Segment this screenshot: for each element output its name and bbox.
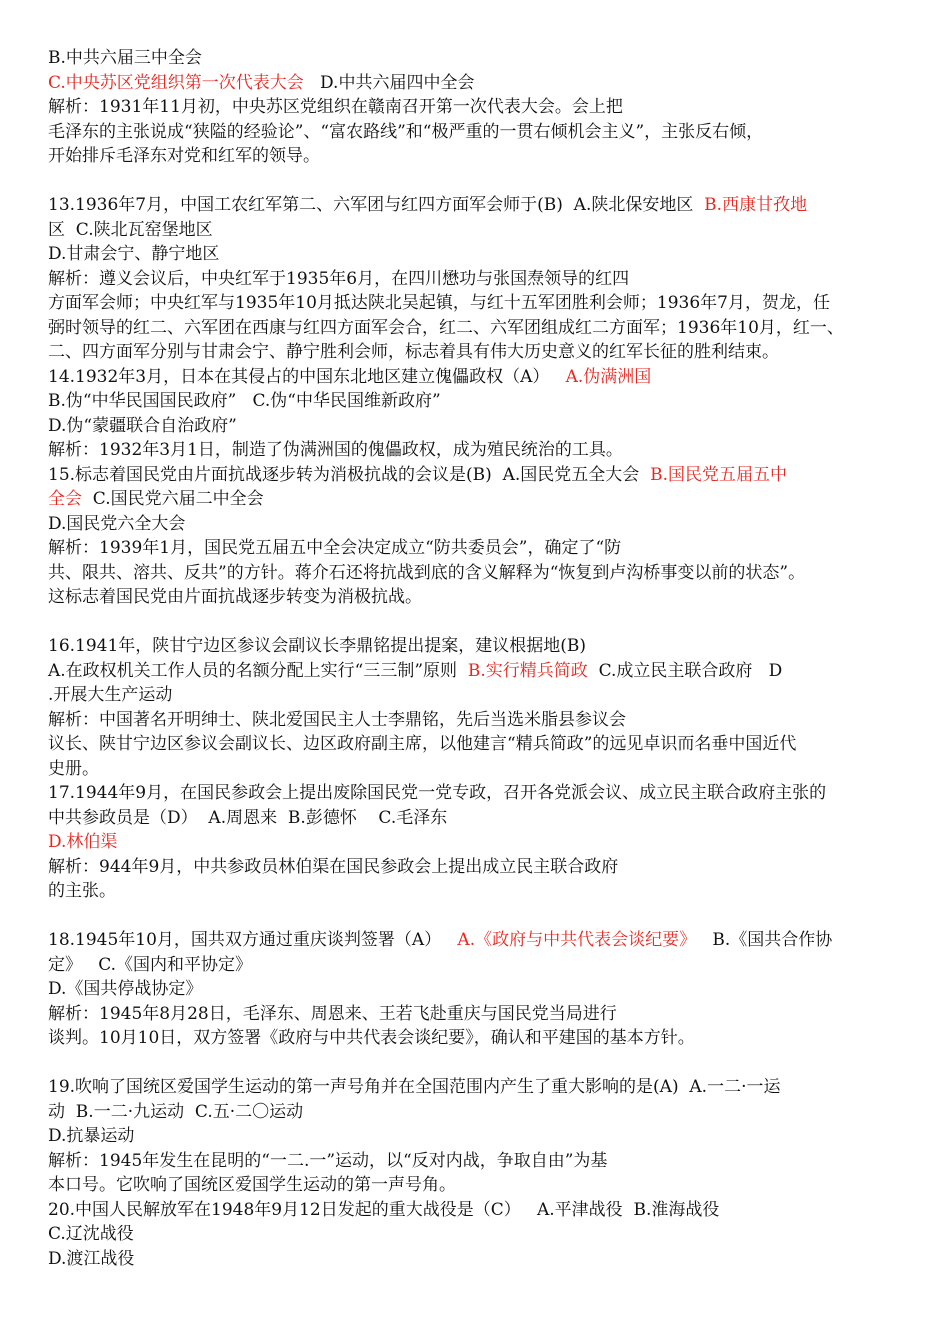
text-line [48,1100,908,1125]
answer-text: A.伪满洲国 [565,366,652,387]
text-line [48,977,908,1002]
document-page [48,46,908,1271]
text-line [48,267,908,292]
body-text: 16.1941年，陕甘宁边区参议会副议长李鼎铭提出提案，建议根据地(B) [48,636,587,656]
text-line [48,830,908,855]
text-line [48,879,908,904]
text-line [48,1222,908,1247]
text-line [48,316,908,341]
text-line [48,1124,908,1149]
body-text: D.国民党六全大会 [48,513,186,534]
answer-text: A.《政府与中共代表会谈纪要》 [457,930,697,950]
body-text: D.伪“蒙疆联合自治政府” [48,415,237,436]
body-text: 开始排斥毛泽东对党和红军的领导。 [48,146,320,166]
body-text: 解析：1945年发生在昆明的“一二.一”运动，以“反对内战，争取自由”为基 [48,1150,608,1171]
text-line [48,781,908,806]
answer-text: B.实行精兵简政 [467,660,588,681]
body-text: 解析：1945年8月28日，毛泽东、周恩来、王若飞赴重庆与国民党当局进行 [48,1003,617,1024]
body-text: 毛泽东的主张说成“狭隘的经验论”、“富农路线”和“极严重的一贯右倾机会主义”，主张反右倾， [48,121,764,142]
text-line [48,683,908,708]
text-line [48,536,908,561]
body-text: D.《国共停战协定》 [48,979,203,999]
text-line [48,71,908,96]
text-line [48,585,908,610]
body-text: 14.1932年3月，日本在其侵占的中国东北地区建立傀儡政权（A） [48,366,566,387]
text-line [48,806,908,831]
text-line [48,855,908,880]
blank-line [48,1051,908,1076]
text-line [48,144,908,169]
body-text: C.成立民主联合政府 D [587,660,783,681]
text-line [48,291,908,316]
body-text: 18.1945年10月，国共双方通过重庆谈判签署（A） [48,930,458,950]
body-text: 解析：944年9月，中共参政员林伯渠在国民参政会上提出成立民主联合政府 [48,856,619,877]
body-text: 共、限共、溶共、反共”的方针。蒋介石还将抗战到底的含义解释为“恢复到卢沟桥事变以前的状态”。 [48,562,806,583]
text-line [48,512,908,537]
text-line [48,953,908,978]
text-line [48,732,908,757]
text-line [48,242,908,267]
text-line [48,1173,908,1198]
body-text: C.国民党六届二中全会 [82,489,264,509]
body-text: 议长、陕甘宁边区参议会副议长、边区政府副主席，以他建言“精兵简政”的远见卓识而名垂中国近代 [48,734,797,754]
body-text: 15.标志着国民党由片面抗战逐步转为消极抗战的会议是(B) A.国民党五全大会 [48,464,651,485]
body-text: 19.吹响了国统区爱国学生运动的第一声号角并在全国范围内产生了重大影响的是(A) A.一二·一运 [48,1077,781,1097]
text-line [48,95,908,120]
text-line [48,414,908,439]
text-line [48,389,908,414]
body-text: 弼时领导的红二、六军团在西康与红四方面军会合，红二、六军团组成红二方面军；1936年10月，红一、 [48,317,844,338]
text-line [48,438,908,463]
body-text: .开展大生产运动 [48,685,173,705]
body-text: 20.中国人民解放军在1948年9月12日发起的重大战役是（C） A.平津战役 B.淮海战役 [48,1199,720,1220]
body-text: 的主张。 [48,881,116,901]
answer-text: B.国民党五届五中 [650,464,787,485]
text-line [48,561,908,586]
text-line [48,1247,908,1272]
text-line [48,340,908,365]
body-text: A.在政权机关工作人员的名额分配上实行“三三制”原则 [48,660,468,681]
body-text: 史册。 [48,758,99,779]
body-text: 中共参政员是（D） A.周恩来 B.彭德怀 C.毛泽东 [48,807,448,828]
body-text: D.中共六届四中全会 [303,72,475,93]
text-line [48,120,908,145]
body-text: 这标志着国民党由片面抗战逐步转变为消极抗战。 [48,587,422,607]
text-line [48,193,908,218]
text-line [48,463,908,488]
body-text: B.《国共合作协 [696,930,833,950]
text-line [48,487,908,512]
body-text: 动 B.一二·九运动 C.五·二〇运动 [48,1101,304,1122]
body-text: D.渡江战役 [48,1248,135,1269]
body-text: D.甘肃会宁、静宁地区 [48,244,220,264]
answer-text: D.林伯渠 [48,832,118,852]
answer-text: B.西康甘孜地 [704,195,808,215]
body-text: 二、四方面军分别与甘肃会宁、静宁胜利会师，标志着具有伟大历史意义的红军长征的胜利结束。 [48,342,779,362]
text-line [48,757,908,782]
body-text: 定》 C.《国内和平协定》 [48,954,253,975]
text-line [48,1026,908,1051]
text-line [48,634,908,659]
text-line [48,928,908,953]
text-line [48,1149,908,1174]
text-line [48,1198,908,1223]
body-text: 17.1944年9月，在国民参政会上提出废除国民党一党专政，召开各党派会议、成立民主联合政府主张的 [48,783,827,803]
body-text: 本口号。它吹响了国统区爱国学生运动的第一声号角。 [48,1175,456,1195]
body-text: 方面军会师；中央红军与1935年10月抵达陕北吴起镇，与红十五军团胜利会师；1936年7月，贺龙，任 [48,293,830,313]
body-text: 区 C.陕北瓦窑堡地区 [48,219,213,240]
body-text: B.伪“中华民国国民政府” C.伪“中华民国维新政府” [48,391,441,411]
text-line [48,218,908,243]
text-line [48,46,908,71]
body-text: 解析：1932年3月1日，制造了伪满洲国的傀儡政权，成为殖民统治的工具。 [48,440,623,460]
body-text: C.辽沈战役 [48,1224,134,1244]
text-line [48,1075,908,1100]
text-line [48,1002,908,1027]
answer-text: 全会 [48,489,82,509]
blank-line [48,169,908,194]
body-text: 谈判。10月10日，双方签署《政府与中共代表会谈纪要》，确认和平建国的基本方针。 [48,1028,695,1048]
text-line [48,659,908,684]
blank-line [48,610,908,635]
blank-line [48,904,908,929]
body-text: 解析：1939年1月，国民党五届五中全会决定成立“防共委员会”，确定了“防 [48,538,622,558]
body-text: 13.1936年7月，中国工农红军第二、六军团与红四方面军会师于(B) A.陕北保安地区 [48,195,705,215]
body-text: 解析：遵义会议后，中央红军于1935年6月，在四川懋功与张国焘领导的红四 [48,268,630,289]
text-line [48,708,908,733]
body-text: B.中共六届三中全会 [48,48,202,68]
body-text: 解析：1931年11月初，中央苏区党组织在赣南召开第一次代表大会。会上把 [48,97,623,117]
body-text: 解析：中国著名开明绅士、陕北爱国民主人士李鼎铭，先后当选米脂县参议会 [48,709,626,730]
body-text: D.抗暴运动 [48,1126,135,1146]
text-line [48,365,908,390]
answer-text: C.中央苏区党组织第一次代表大会 [48,72,304,93]
